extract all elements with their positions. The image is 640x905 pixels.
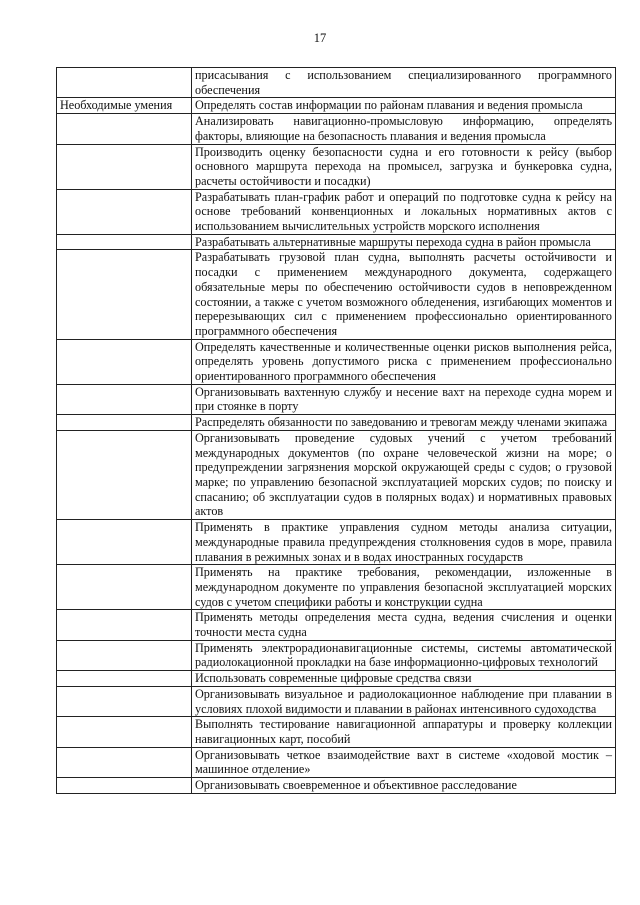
row-label xyxy=(57,747,192,777)
row-label xyxy=(57,717,192,747)
row-text: Организовывать вахтенную службу и несение вахт на переходе судна морем и при стоянке в порту xyxy=(192,384,616,414)
row-text: Организовывать визуальное и радиолокационное наблюдение при плавании в условиях плохой видимости и плавании в районах интенсивного судоходства xyxy=(192,686,616,716)
row-label xyxy=(57,339,192,384)
row-text: Организовывать проведение судовых учений с учетом требований международных документов (по охране человеческой жизни на море; о предупреждении загрязнения морской окружающей среды с судов; о грузовой марке; по управлению безопасной эксплуатацией морских судов; по поиску и спасанию; об эксплуатации судов в полярных водах) и нормативных правовых актов xyxy=(192,430,616,519)
row-label xyxy=(57,520,192,565)
skills-table xyxy=(56,67,616,794)
row-text: Применять в практике управления судном методы анализа ситуации, международные правила предупреждения столкновения судов в море, правила плавания в режимных зонах и в водах иностранных государств xyxy=(192,520,616,565)
table-row xyxy=(57,234,616,250)
row-text: Производить оценку безопасности судна и его готовности к рейсу (выбор основного маршрута перехода на промысел, загрузка и бункеровка судна, расчеты остойчивости и посадки) xyxy=(192,144,616,189)
row-label xyxy=(57,686,192,716)
row-label xyxy=(57,610,192,640)
row-text: Разрабатывать грузовой план судна, выполнять расчеты остойчивости и посадки с применением международного документа, содержащего обязательные меры по обеспечению остойчивости судов в неповрежденном состоянии, а также с учетом возможного обледенения, изгибающих моментов и перерезывающих сил с применением профессионально ориентированного программного обеспечения xyxy=(192,250,616,339)
table-row xyxy=(57,98,616,114)
row-text: Разрабатывать план-график работ и операций по подготовке судна к рейсу на основе требований конвенционных и локальных нормативных актов с использованием вычислительных устройств морского исполнения xyxy=(192,189,616,234)
row-label xyxy=(57,778,192,794)
table-row xyxy=(57,250,616,339)
row-label: Необходимые умения xyxy=(57,98,192,114)
row-text: Применять на практике требования, рекомендации, изложенные в международном документе по управления безопасной эксплуатацией морских судов с учетом специфики работы и конструкции судна xyxy=(192,565,616,610)
page-number: 17 xyxy=(313,31,327,45)
row-label xyxy=(57,430,192,519)
row-label xyxy=(57,415,192,431)
table-row xyxy=(57,114,616,144)
skills-table-body xyxy=(57,68,616,794)
row-label xyxy=(57,565,192,610)
table-row xyxy=(57,778,616,794)
row-text: Организовывать четкое взаимодействие вахт в системе «ходовой мостик – машинное отделение» xyxy=(192,747,616,777)
table-row xyxy=(57,415,616,431)
table-row xyxy=(57,565,616,610)
row-label xyxy=(57,640,192,670)
table-row xyxy=(57,717,616,747)
row-label xyxy=(57,114,192,144)
table-row xyxy=(57,430,616,519)
table-row xyxy=(57,384,616,414)
row-text: Использовать современные цифровые средства связи xyxy=(192,671,616,687)
row-label xyxy=(57,189,192,234)
row-text: Применять электрорадионавигационные системы, системы автоматической радиолокационной прокладки на базе информационно-цифровых технологий xyxy=(192,640,616,670)
table-row xyxy=(57,144,616,189)
row-text: Применять методы определения места судна, ведения счисления и оценки точности места судна xyxy=(192,610,616,640)
row-text: Анализировать навигационно-промысловую информацию, определять факторы, влияющие на безопасность плавания и ведения промысла xyxy=(192,114,616,144)
table-row xyxy=(57,671,616,687)
row-text: Распределять обязанности по заведованию и тревогам между членами экипажа xyxy=(192,415,616,431)
row-text: Определять состав информации по районам плавания и ведения промысла xyxy=(192,98,616,114)
table-row xyxy=(57,68,616,98)
table-row xyxy=(57,189,616,234)
table-row xyxy=(57,747,616,777)
row-text: Организовывать своевременное и объективное расследование xyxy=(192,778,616,794)
row-text: Определять качественные и количественные оценки рисков выполнения рейса, определять уровень допустимого риска с применением профессионально ориентированного программного обеспечения xyxy=(192,339,616,384)
table-row xyxy=(57,686,616,716)
row-label xyxy=(57,234,192,250)
row-text: Разрабатывать альтернативные маршруты перехода судна в район промысла xyxy=(192,234,616,250)
row-label xyxy=(57,144,192,189)
table-row xyxy=(57,610,616,640)
row-label xyxy=(57,250,192,339)
row-text: присасывания с использованием специализированного программного обеспечения xyxy=(192,68,616,98)
table-row xyxy=(57,520,616,565)
row-label xyxy=(57,68,192,98)
row-label xyxy=(57,384,192,414)
table-row xyxy=(57,640,616,670)
row-label xyxy=(57,671,192,687)
row-text: Выполнять тестирование навигационной аппаратуры и проверку коллекции навигационных карт, пособий xyxy=(192,717,616,747)
table-row xyxy=(57,339,616,384)
